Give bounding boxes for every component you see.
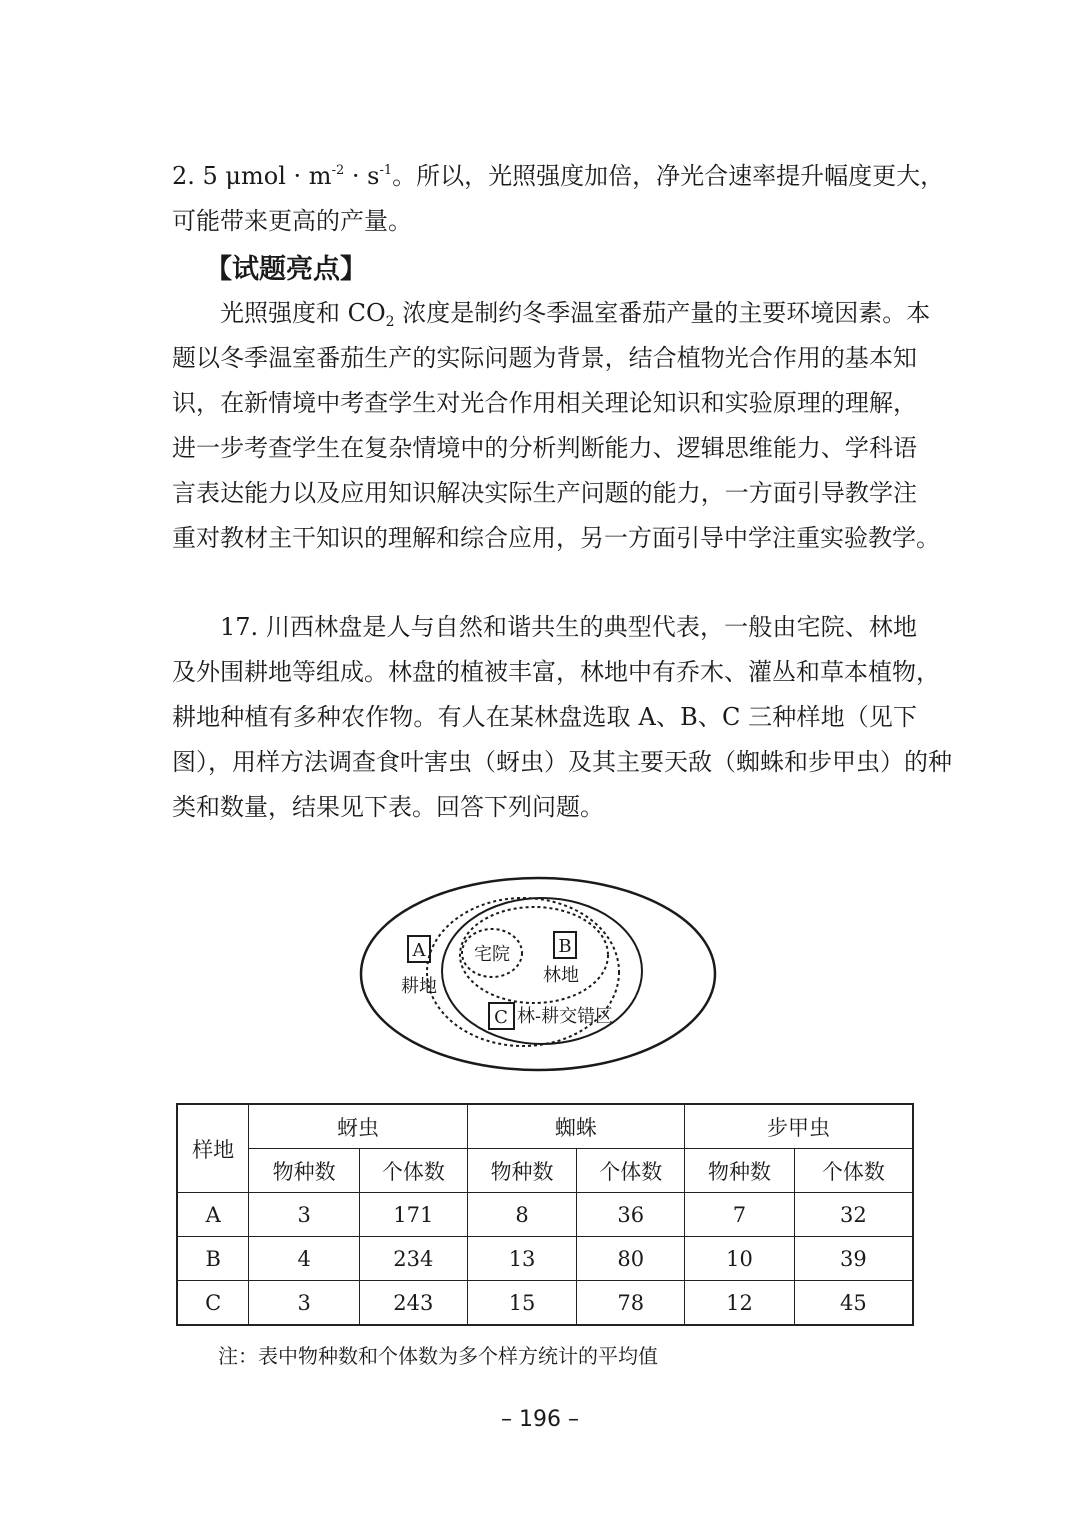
table-row [177, 1237, 913, 1281]
question-line: 类和数量，结果见下表。回答下列问题。 [172, 793, 604, 821]
group-header-beetle: 步甲虫 [685, 1104, 913, 1149]
table-cell: 12 [685, 1281, 795, 1326]
group-header-aphid: 蚜虫 [249, 1104, 467, 1149]
group-header-spider: 蜘蛛 [467, 1104, 684, 1149]
subscript: 2 [385, 314, 395, 330]
text: 光照强度和 CO [220, 299, 386, 327]
courtyard-label: 宅院 [474, 944, 510, 965]
table-cell: 3 [249, 1281, 360, 1326]
superscript: -2 [331, 163, 345, 178]
highlight-line: 进一步考查学生在复杂情境中的分析判断能力、逻辑思维能力、学科语 [172, 434, 917, 462]
question-line: 17. 川西林盘是人与自然和谐共生的典型代表，一般由宅院、林地 [220, 613, 917, 641]
table-cell: 171 [359, 1193, 467, 1237]
sub-header: 物种数 [685, 1149, 795, 1193]
unit-text: · s [344, 162, 380, 190]
table-row [177, 1193, 913, 1237]
continuation-line-1 [172, 153, 945, 199]
table-cell: 80 [577, 1237, 685, 1281]
sub-header: 个体数 [794, 1149, 913, 1193]
ecotone-label: 林-耕交错区 [517, 1006, 614, 1027]
table-note: 注：表中物种数和个体数为多个样方统计的平均值 [218, 1344, 658, 1368]
sub-header: 个体数 [359, 1149, 467, 1193]
survey-table [176, 1103, 914, 1326]
box-a-label: A [412, 940, 426, 961]
table-cell: 32 [794, 1193, 913, 1237]
table-cell: 4 [249, 1237, 360, 1281]
table-cell: 243 [359, 1281, 467, 1326]
table-cell: 8 [467, 1193, 577, 1237]
table-cell: 234 [359, 1237, 467, 1281]
table-cell: 15 [467, 1281, 577, 1326]
continuation-line-2: 可能带来更高的产量。 [172, 207, 412, 235]
table-cell: 3 [249, 1193, 360, 1237]
table-cell: 78 [577, 1281, 685, 1326]
box-b-label: B [558, 936, 572, 957]
farmland-label: 耕地 [401, 976, 437, 997]
site-cell: B [177, 1237, 249, 1281]
question-line: 耕地种植有多种农作物。有人在某林盘选取 A、B、C 三种样地（见下 [172, 703, 917, 731]
question-line: 图），用样方法调查食叶害虫（蚜虫）及其主要天敌（蜘蛛和步甲虫）的种 [172, 748, 952, 776]
table-cell: 36 [577, 1193, 685, 1237]
site-cell: C [177, 1281, 249, 1326]
site-header: 样地 [177, 1104, 249, 1193]
superscript: -1 [379, 163, 393, 178]
table-cell: 7 [685, 1193, 795, 1237]
highlight-line: 重对教材主干知识的理解和综合应用，另一方面引导中学注重实验教学。 [172, 524, 940, 552]
question-line: 及外围耕地等组成。林盘的植被丰富，林地中有乔木、灌丛和草本植物， [172, 658, 940, 686]
table-cell: 10 [685, 1237, 795, 1281]
table-cell: 45 [794, 1281, 913, 1326]
section-heading: 【试题亮点】 [205, 254, 367, 285]
highlight-line: 题以冬季温室番茄生产的实际问题为背景，结合植物光合作用的基本知 [172, 344, 917, 372]
sub-header: 物种数 [467, 1149, 577, 1193]
forest-label: 林地 [543, 965, 579, 986]
highlight-line: 识，在新情境中考查学生对光合作用相关理论知识和实验原理的理解， [172, 389, 917, 417]
sub-header: 个体数 [577, 1149, 685, 1193]
table-cell: 13 [467, 1237, 577, 1281]
box-c-label: C [494, 1007, 508, 1028]
text: 浓度是制约冬季温室番茄产量的主要环境因素。本 [394, 299, 931, 327]
sub-header: 物种数 [249, 1149, 360, 1193]
sample-site-diagram [358, 875, 728, 1075]
table-row [177, 1281, 913, 1326]
table-cell: 39 [794, 1237, 913, 1281]
site-cell: A [177, 1193, 249, 1237]
highlight-line: 言表达能力以及应用知识解决实际生产问题的能力，一方面引导教学注 [172, 479, 917, 507]
highlight-line-1 [220, 290, 931, 336]
page-number: – 196 – [501, 1407, 579, 1432]
unit-text: 2. 5 μmol · m [172, 162, 332, 190]
conclusion-text: 。所以，光照强度加倍，净光合速率提升幅度更大， [392, 162, 945, 190]
